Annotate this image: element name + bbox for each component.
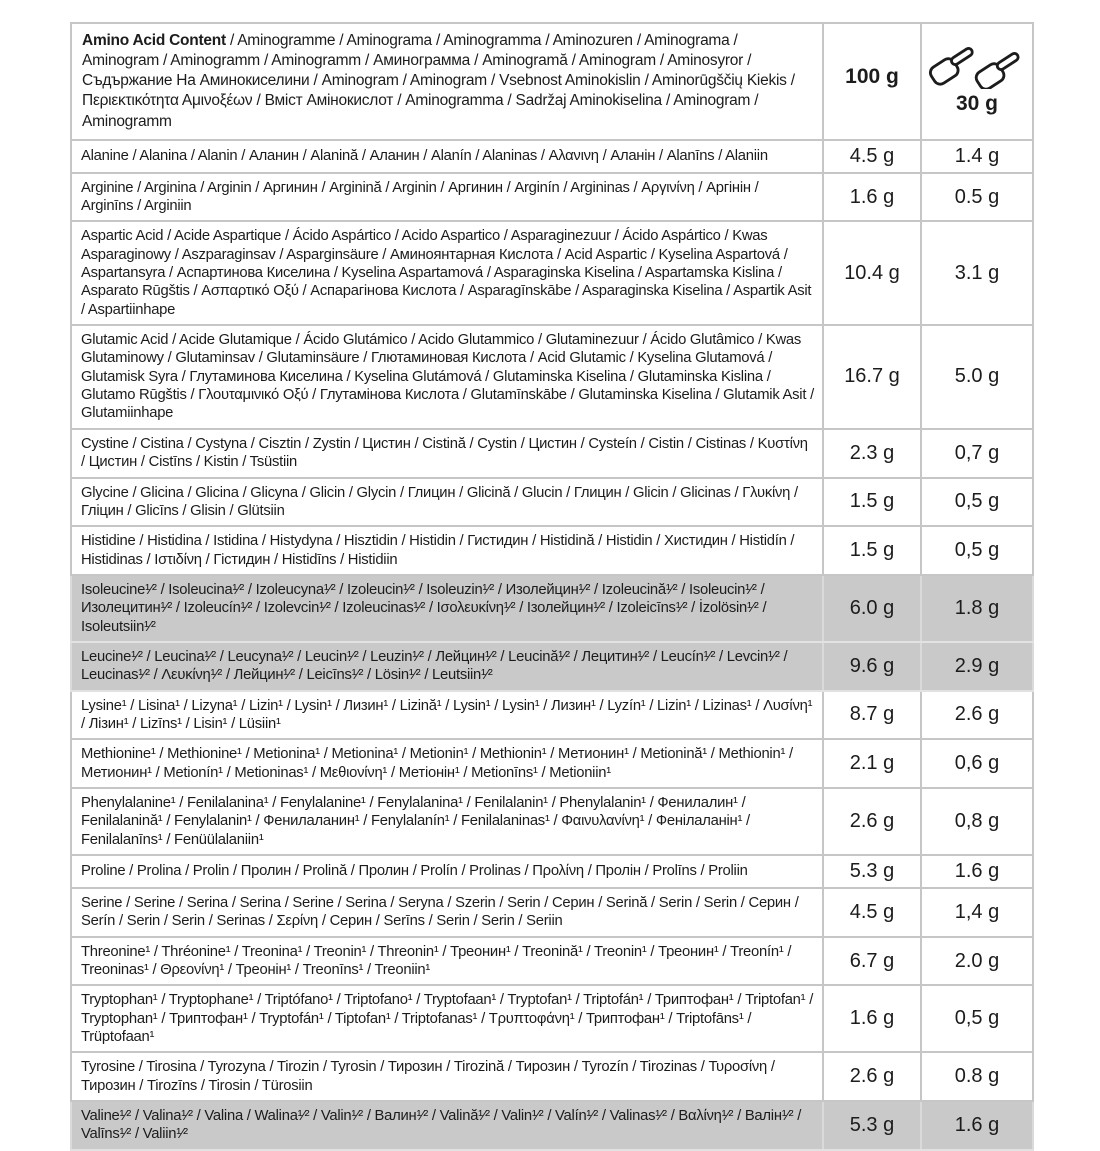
- per-30g-value: 5.0 g: [921, 325, 1033, 429]
- amino-names-cell: Serine / Serine / Serina / Serina / Serine / Serina / Seryna / Szerin / Serin / Серин / Serină / Serin / Serin / Серин / Serín / Serin / Serin / Serinas / Σερίνη / Серин / Serīns / Serin / Serin / Seriin: [71, 888, 823, 937]
- column-30g-label: 30 g: [955, 91, 999, 115]
- per-30g-value: 0,6 g: [921, 739, 1033, 788]
- per-30g-value: 1.6 g: [921, 1101, 1033, 1150]
- per-100g-value: 2.6 g: [823, 788, 921, 855]
- amino-row-glycine: [71, 478, 1033, 527]
- per-100g-value: 6.7 g: [823, 937, 921, 986]
- amino-names-cell: Threonine¹ / Thréonine¹ / Treonina¹ / Treonin¹ / Threonin¹ / Треонин¹ / Treonină¹ / Treonin¹ / Треонин¹ / Treonín¹ / Treoninas¹ / Θρεονίνη¹ / Треонін¹ / Treonīns¹ / Treoniin¹: [71, 937, 823, 986]
- column-100g-label: 100 g: [845, 65, 899, 89]
- amino-names-cell: Proline / Prolina / Prolin / Пролин / Prolină / Пролин / Prolín / Prolinas / Προλίνη / Пролін / Prolīns / Proliin: [71, 855, 823, 888]
- per-100g-value: 9.6 g: [823, 642, 921, 691]
- amino-acid-label: [70, 22, 1032, 1151]
- amino-names-cell: Glutamic Acid / Acide Glutamique / Ácido Glutámico / Acido Glutammico / Glutaminezuur / Ácido Glutâmico / Kwas Glutaminowy / Glutaminsav / Glutaminsäure / Глютаминовая Кислота / Acid Glutamic / Kyselina Glutamová / Glutamisk Syra / Глутаминова Киселина / Kyselina Glutámová / Glutaminska Kiselina / Glutaminska Kislina / Glutamo Rūgštis / Γλουταμινικό Οξύ / Глутамінова Кислота / Glutamīnskābe / Glutaminska Kiselina / Glutamik Asit / Glutamiinhape: [71, 325, 823, 429]
- per-100g-value: 2.1 g: [823, 739, 921, 788]
- amino-row-threonine: [71, 937, 1033, 986]
- table-title-cell: [71, 23, 823, 140]
- amino-names-cell: Histidine / Histidina / Istidina / Histydyna / Hisztidin / Histidin / Гистидин / Histidină / Histidin / Хистидин / Histidín / Histidinas / Ιστιδίνη / Гістидин / Histidīns / Histidiin: [71, 526, 823, 575]
- table-title-bold: Amino Acid Content: [82, 32, 226, 49]
- per-30g-value: 0,5 g: [921, 985, 1033, 1052]
- amino-names-cell: Isoleucine¹⁄² / Isoleucina¹⁄² / Izoleucyna¹⁄² / Izoleucin¹⁄² / Isoleuzin¹⁄² / Изолейцин¹⁄² / Izoleucină¹⁄² / Isoleucin¹⁄² / Изолецитин¹⁄² / Izoleucín¹⁄² / Izolevcin¹⁄² / Izoleucinas¹⁄² / Ισολευκίνη¹⁄² / Ізолейцин¹⁄² / Izoleicīns¹⁄² / İzolösin¹⁄² / Isoleutsiin¹⁄²: [71, 575, 823, 642]
- per-100g-value: 1.5 g: [823, 478, 921, 527]
- amino-row-leucine: [71, 642, 1033, 691]
- per-30g-value: 1.6 g: [921, 855, 1033, 888]
- amino-row-aspartic-acid: [71, 221, 1033, 325]
- amino-row-tryptophan: [71, 985, 1033, 1052]
- amino-names-cell: Methionine¹ / Methionine¹ / Metionina¹ / Metionina¹ / Metionin¹ / Methionin¹ / Метионин¹ / Metionină¹ / Methionin¹ / Метионин¹ / Metionín¹ / Metioninas¹ / Μεθιονίνη¹ / Метіонін¹ / Metionīns¹ / Metioniin¹: [71, 739, 823, 788]
- amino-row-valine: [71, 1101, 1033, 1150]
- per-100g-value: 5.3 g: [823, 855, 921, 888]
- amino-names-cell: Leucine¹⁄² / Leucina¹⁄² / Leucyna¹⁄² / Leucin¹⁄² / Leuzin¹⁄² / Лейцин¹⁄² / Leucină¹⁄² / Лецитин¹⁄² / Leucín¹⁄² / Levcin¹⁄² / Leucinas¹⁄² / Λευκίνη¹⁄² / Лейцин¹⁄² / Leicīns¹⁄² / Lösin¹⁄² / Leutsiin¹⁄²: [71, 642, 823, 691]
- measuring-scoops-icon: [924, 39, 1030, 89]
- per-30g-value: 0.8 g: [921, 1052, 1033, 1101]
- per-30g-value: 1.4 g: [921, 140, 1033, 173]
- per-100g-value: 4.5 g: [823, 140, 921, 173]
- amino-names-cell: Tyrosine / Tirosina / Tyrozyna / Tirozin / Tyrosin / Тирозин / Tirozină / Тирозин / Tyrozín / Tirozinas / Τυροσίνη / Тирозин / Tirozīns / Tirosin / Türosiin: [71, 1052, 823, 1101]
- per-30g-value: 1.8 g: [921, 575, 1033, 642]
- amino-names-cell: Cystine / Cistina / Cystyna / Cisztin / Zystin / Цистин / Cistină / Cystin / Цистин / Cysteín / Cistin / Cistinas / Κυστίνη / Цистин / Cistīns / Kistin / Tsüstiin: [71, 429, 823, 478]
- amino-row-arginine: [71, 173, 1033, 222]
- amino-names-cell: Arginine / Arginina / Arginin / Аргинин / Arginină / Arginin / Аргинин / Arginín / Argininas / Αργινίνη / Аргінін / Arginīns / Arginiin: [71, 173, 823, 222]
- amino-names-cell: Glycine / Glicina / Glicina / Glicyna / Glicin / Glycin / Глицин / Glicină / Glucin / Глицин / Glicin / Glicinas / Γλυκίνη / Гліцин / Glicīns / Glisin / Glütsiin: [71, 478, 823, 527]
- per-100g-value: 2.3 g: [823, 429, 921, 478]
- per-100g-value: 16.7 g: [823, 325, 921, 429]
- per-30g-value: 0,7 g: [921, 429, 1033, 478]
- per-30g-value: 0,8 g: [921, 788, 1033, 855]
- per-30g-value: 0,5 g: [921, 478, 1033, 527]
- column-header-100g: [823, 23, 921, 140]
- per-100g-value: 2.6 g: [823, 1052, 921, 1101]
- per-100g-value: 10.4 g: [823, 221, 921, 325]
- amino-row-cystine: [71, 429, 1033, 478]
- per-100g-value: 1.6 g: [823, 985, 921, 1052]
- table-header-row: [71, 23, 1033, 140]
- column-header-30g: [921, 23, 1033, 140]
- per-100g-value: 6.0 g: [823, 575, 921, 642]
- per-30g-value: 2.0 g: [921, 937, 1033, 986]
- per-30g-value: 2.9 g: [921, 642, 1033, 691]
- amino-names-cell: Alanine / Alanina / Alanin / Аланин / Alanină / Аланин / Alanín / Alaninas / Αλανινη / Аланін / Alanīns / Alaniin: [71, 140, 823, 173]
- amino-row-phenylalanine: [71, 788, 1033, 855]
- per-100g-value: 4.5 g: [823, 888, 921, 937]
- per-100g-value: 1.6 g: [823, 173, 921, 222]
- per-30g-value: 0.5 g: [921, 173, 1033, 222]
- per-100g-value: 1.5 g: [823, 526, 921, 575]
- amino-names-cell: Valine¹⁄² / Valina¹⁄² / Valina / Walina¹⁄² / Valin¹⁄² / Валин¹⁄² / Valină¹⁄² / Valin¹⁄² / Valín¹⁄² / Valinas¹⁄² / Βαλίνη¹⁄² / Валін¹⁄² / Valīns¹⁄² / Valiin¹⁄²: [71, 1101, 823, 1150]
- amino-row-isoleucine: [71, 575, 1033, 642]
- amino-names-cell: Tryptophan¹ / Tryptophane¹ / Triptófano¹ / Triptofano¹ / Tryptofaan¹ / Tryptofan¹ / Triptofán¹ / Триптофан¹ / Triptofan¹ / Tryptophan¹ / Триптофан¹ / Tryptofán¹ / Tiptofan¹ / Triptofanas¹ / Τρυπτοφάνη¹ / Триптофан¹ / Triptofāns¹ / Trüptofaan¹: [71, 985, 823, 1052]
- amino-row-serine: [71, 888, 1033, 937]
- amino-row-tyrosine: [71, 1052, 1033, 1101]
- per-100g-value: 8.7 g: [823, 691, 921, 740]
- amino-names-cell: Aspartic Acid / Acide Aspartique / Ácido Aspártico / Acido Aspartico / Asparaginezuur / Ácido Aspártico / Kwas Asparaginowy / Aszparaginsav / Asparginsäure / Аминоянтарная Кислота / Acid Aspartic / Kyselina Aspartová / Aspartansyra / Аспартинова Киселина / Kyselina Aspartamová / Asparaginska Kiselina / Aspartamska Kislina / Asparato Rūgštis / Ασπαρτικό Οξύ / Аспарагінова Кислота / Asparagīnskābe / Asparaginska Kiselina / Aspartik Asit / Aspartiinhape: [71, 221, 823, 325]
- table-title-translations: / Aminogramme / Aminograma / Aminogramma / Aminozuren / Aminograma / Aminogram / Aminogramm / Aminogramm / Аминограмма / Aminogramă / Aminogram / Aminosyror / Съдържание На Аминокиселини / Aminogram / Aminogram / Vsebnost Aminokislin / Aminorūgščių Kiekis / Περιεκτικότητα Αμινοξέων / Вміст Амінокислот / Aminogramma / Sadržaj Aminokiselina / Aminogram / Aminogramm: [82, 32, 795, 130]
- per-100g-value: 5.3 g: [823, 1101, 921, 1150]
- amino-row-histidine: [71, 526, 1033, 575]
- amino-row-proline: [71, 855, 1033, 888]
- amino-row-lysine: [71, 691, 1033, 740]
- per-30g-value: 1,4 g: [921, 888, 1033, 937]
- amino-row-alanine: [71, 140, 1033, 173]
- amino-row-methionine: [71, 739, 1033, 788]
- per-30g-value: 3.1 g: [921, 221, 1033, 325]
- per-30g-value: 0,5 g: [921, 526, 1033, 575]
- amino-names-cell: Phenylalanine¹ / Fenilalanina¹ / Fenylalanine¹ / Fenylalanina¹ / Fenilalanin¹ / Phenylalanin¹ / Фенилалин¹ / Fenilalanină¹ / Fenylalanin¹ / Фенилаланин¹ / Fenylalanín¹ / Fenilalaninas¹ / Φαινυλανίνη¹ / Фенілаланін¹ / Fenilalanīns¹ / Fenüülalaniin¹: [71, 788, 823, 855]
- amino-acid-table: [70, 22, 1034, 1151]
- per-30g-value: 2.6 g: [921, 691, 1033, 740]
- amino-row-glutamic-acid: [71, 325, 1033, 429]
- amino-names-cell: Lysine¹ / Lisina¹ / Lizyna¹ / Lizin¹ / Lysin¹ / Лизин¹ / Lizină¹ / Lysin¹ / Lysin¹ / Лизин¹ / Lyzín¹ / Lizin¹ / Lizinas¹ / Λυσίνη¹ / Лізин¹ / Lizīns¹ / Lisin¹ / Lüsiin¹: [71, 691, 823, 740]
